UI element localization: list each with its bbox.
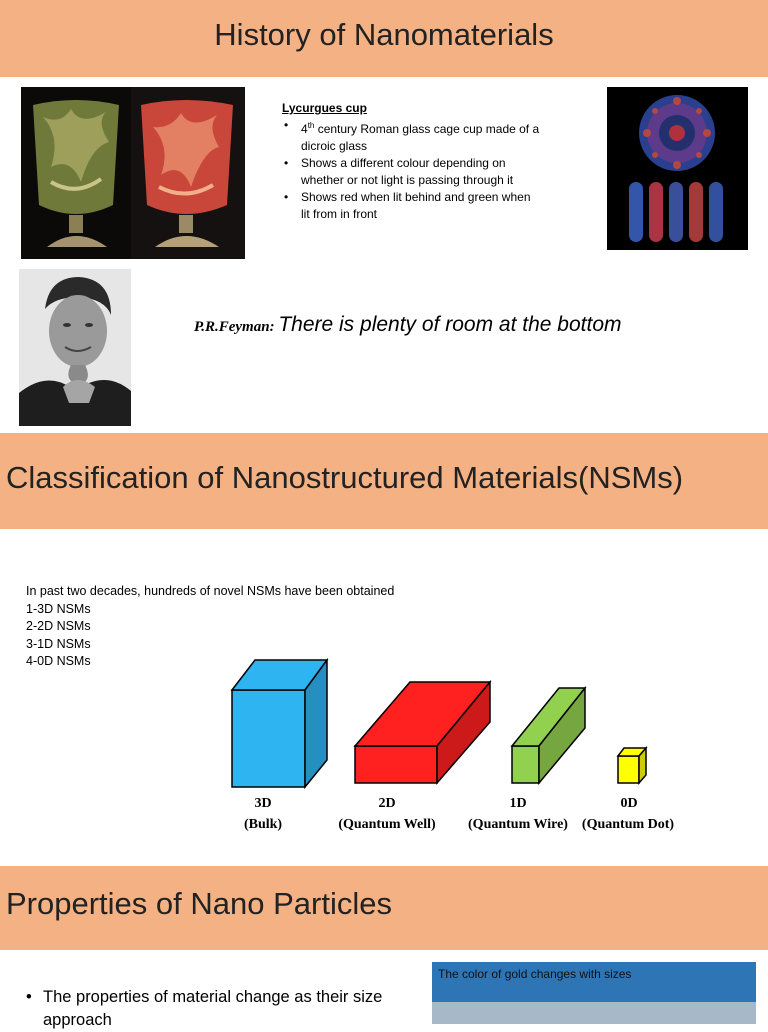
feynman-portrait-illustration bbox=[19, 269, 131, 426]
feynman-quote bbox=[194, 310, 624, 342]
nsm-item-2: 2-2D NSMs bbox=[26, 619, 91, 633]
label-bulk: (Bulk) bbox=[243, 817, 283, 832]
lycurgus-bullet-1 bbox=[282, 117, 542, 155]
slide3-title-band bbox=[0, 866, 768, 950]
bullet-1-number: 4 bbox=[301, 122, 308, 136]
slide3-title: Properties of Nano Particles bbox=[6, 886, 392, 921]
gold-caption: The color of gold changes with sizes bbox=[438, 967, 632, 981]
stained-glass-illustration bbox=[607, 87, 748, 250]
quote-author: P.R.Feyman bbox=[194, 319, 270, 335]
properties-text bbox=[26, 986, 396, 1032]
label-quantum-well: (Quantum Well) bbox=[338, 817, 436, 832]
gold-color-image bbox=[432, 962, 756, 1024]
label-0d: 0D bbox=[620, 796, 638, 811]
bullet-1-superscript: th bbox=[307, 121, 315, 130]
lycurgus-bullet-2: • Shows a different colour depending on whether or not light is passing through it bbox=[282, 155, 542, 189]
quote-separator: : bbox=[269, 319, 279, 335]
dimension-figure bbox=[215, 650, 685, 850]
feynman-portrait bbox=[19, 269, 131, 426]
label-quantum-dot: (Quantum Dot) bbox=[581, 817, 675, 832]
label-quantum-wire: (Quantum Wire) bbox=[468, 817, 568, 832]
quote-text: There is plenty of room at the bottom bbox=[278, 313, 622, 336]
quantum-wire-rod bbox=[512, 688, 585, 783]
nsm-item-4: 4-0D NSMs bbox=[26, 654, 91, 668]
label-1d: 1D bbox=[509, 796, 527, 811]
bullet-1-text: century Roman glass cage cup made of a dicroic glass bbox=[301, 122, 540, 153]
nsm-item-1: 1-3D NSMs bbox=[26, 601, 91, 616]
slide1-title-band bbox=[0, 0, 768, 77]
nsm-intro: In past two decades, hundreds of novel NSMs have been obtained bbox=[26, 584, 395, 598]
nsm-item-3: 3-1D NSMs bbox=[26, 636, 91, 651]
stained-glass-image bbox=[607, 87, 748, 250]
lycurgus-bullet-3: • Shows red when lit behind and green when lit from in front bbox=[282, 189, 542, 223]
dimension-figure-svg bbox=[215, 650, 685, 850]
slide2-title-band bbox=[0, 433, 768, 529]
lycurgus-description bbox=[282, 100, 542, 223]
lycurgus-cup-image bbox=[21, 87, 245, 259]
lycurgus-bullets bbox=[282, 117, 542, 223]
properties-bullet: • The properties of material change as their size approach bbox=[26, 986, 396, 1032]
bulk-cube bbox=[232, 660, 327, 787]
lycurgus-cup-illustration bbox=[21, 87, 245, 259]
label-2d: 2D bbox=[378, 796, 396, 811]
slide2-title: Classification of Nanostructured Materials(NSMs) bbox=[6, 460, 684, 495]
lycurgus-heading: Lycurgues cup bbox=[282, 101, 367, 115]
slide1-title: History of Nanomaterials bbox=[214, 17, 554, 52]
label-3d: 3D bbox=[254, 796, 272, 811]
quantum-well-slab bbox=[355, 682, 490, 783]
quantum-dot-cube bbox=[618, 748, 646, 783]
